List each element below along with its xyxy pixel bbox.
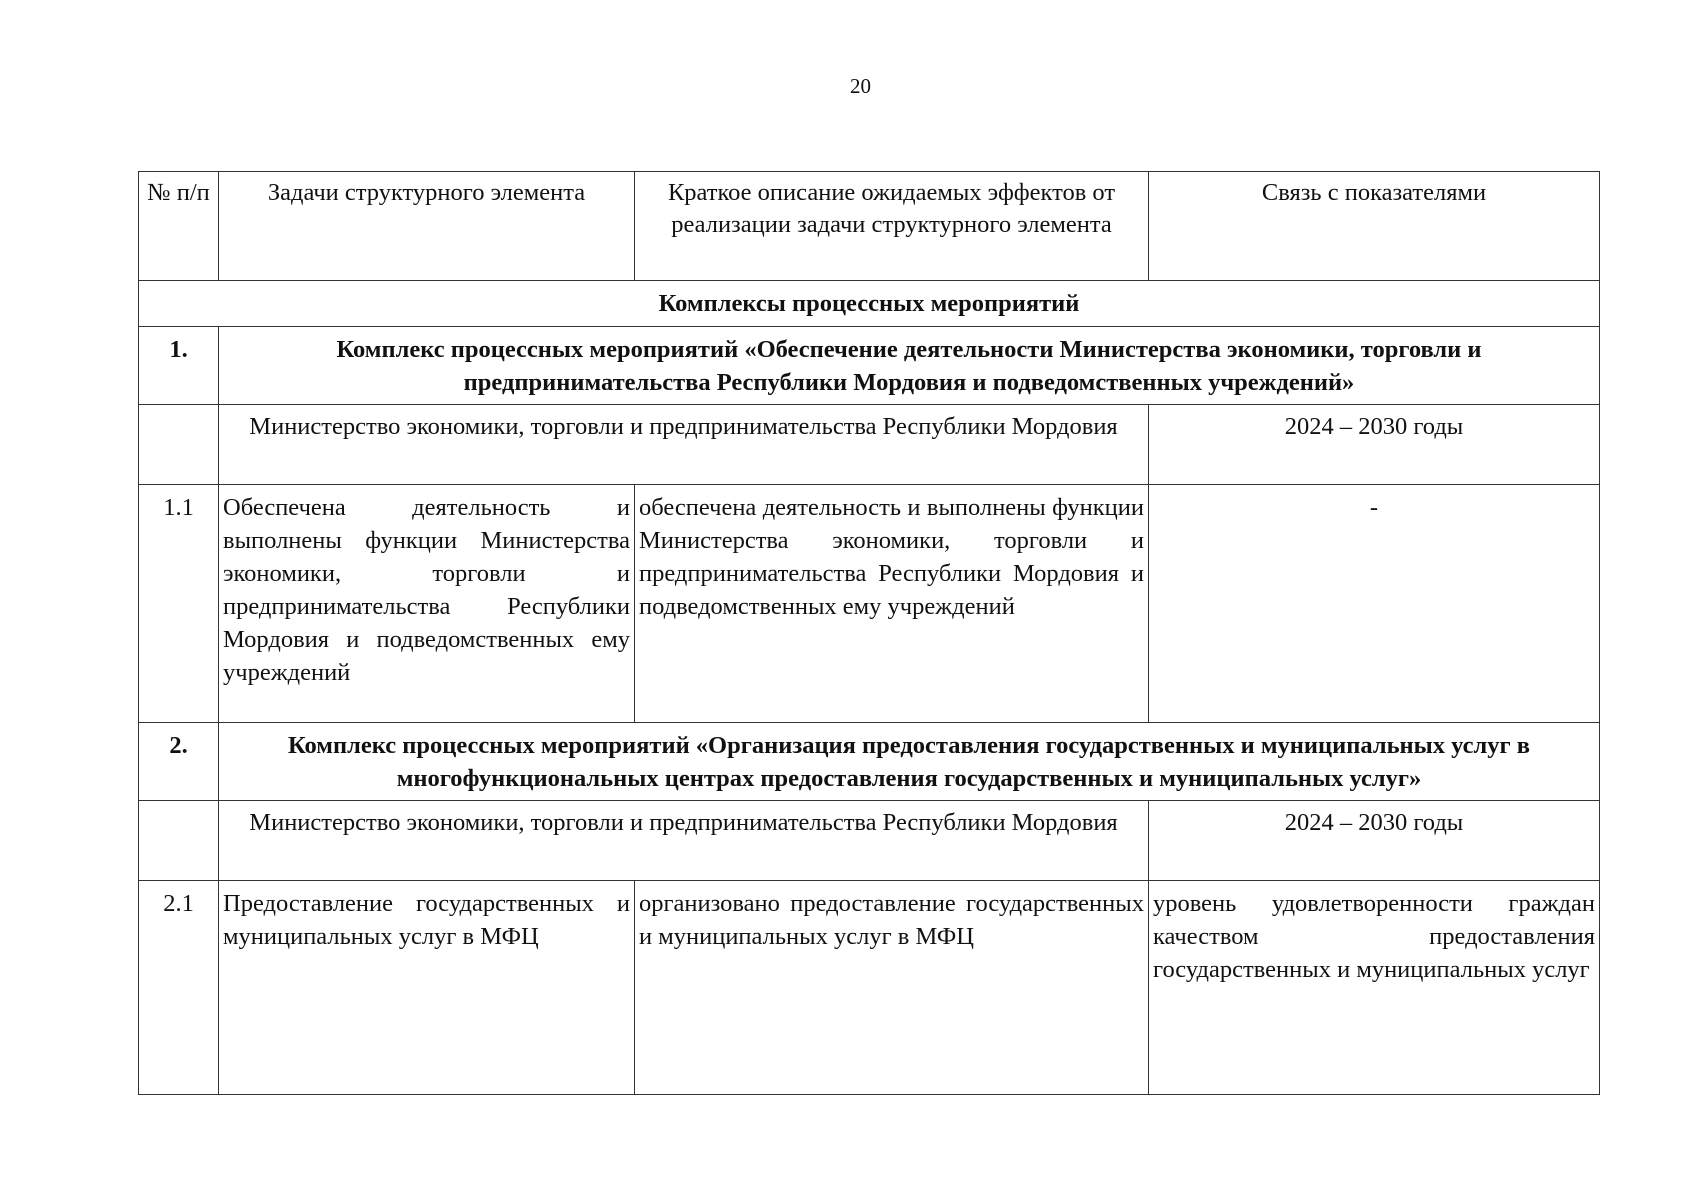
header-tasks: Задачи структурного элемента bbox=[219, 172, 635, 281]
complex-number: 1. bbox=[139, 327, 219, 405]
complex-title-row bbox=[139, 723, 1600, 801]
empty-cell bbox=[139, 405, 219, 485]
task-index: 1.1 bbox=[139, 485, 219, 723]
task-effect: обеспечена деятельность и выполнены функции Министерства экономики, торговли и предпринимательства Республики Мордовия и подведомственных ему учреждений bbox=[635, 485, 1149, 723]
complex-number: 2. bbox=[139, 723, 219, 801]
header-effects: Краткое описание ожидаемых эффектов от реализации задачи структурного элемента bbox=[635, 172, 1149, 281]
task-row bbox=[139, 485, 1600, 723]
complex-responsible-row bbox=[139, 405, 1600, 485]
task-index: 2.1 bbox=[139, 881, 219, 1095]
task-indicator: уровень удовлетворенности граждан качеством предоставления государственных и муниципальных услуг bbox=[1149, 881, 1600, 1095]
complex-responsible: Министерство экономики, торговли и предпринимательства Республики Мордовия bbox=[219, 801, 1149, 881]
complex-period: 2024 – 2030 годы bbox=[1149, 801, 1600, 881]
structural-elements-table bbox=[138, 171, 1600, 1095]
task-effect: организовано предоставление государственных и муниципальных услуг в МФЦ bbox=[635, 881, 1149, 1095]
empty-cell bbox=[139, 801, 219, 881]
header-indicators: Связь с показателями bbox=[1149, 172, 1600, 281]
complex-responsible-row bbox=[139, 801, 1600, 881]
complex-responsible: Министерство экономики, торговли и предпринимательства Республики Мордовия bbox=[219, 405, 1149, 485]
complex-title-row bbox=[139, 327, 1600, 405]
complex-title: Комплекс процессных мероприятий «Организация предоставления государственных и муниципальных услуг в многофункциональных центрах предоставления государственных и муниципальных услуг» bbox=[219, 723, 1600, 801]
task-row bbox=[139, 881, 1600, 1095]
complex-period: 2024 – 2030 годы bbox=[1149, 405, 1600, 485]
header-number: № п/п bbox=[139, 172, 219, 281]
section-row bbox=[139, 281, 1600, 327]
page-number: 20 bbox=[850, 74, 871, 98]
complex-title: Комплекс процессных мероприятий «Обеспечение деятельности Министерства экономики, торговли и предпринимательства Республики Мордовия и подведомственных учреждений» bbox=[219, 327, 1600, 405]
task-indicator: - bbox=[1149, 485, 1600, 723]
table-header-row bbox=[139, 172, 1600, 281]
task-description: Предоставление государственных и муниципальных услуг в МФЦ bbox=[219, 881, 635, 1095]
task-description: Обеспечена деятельность и выполнены функции Министерства экономики, торговли и предпринимательства Республики Мордовия и подведомственных ему учреждений bbox=[219, 485, 635, 723]
section-title: Комплексы процессных мероприятий bbox=[139, 281, 1600, 327]
